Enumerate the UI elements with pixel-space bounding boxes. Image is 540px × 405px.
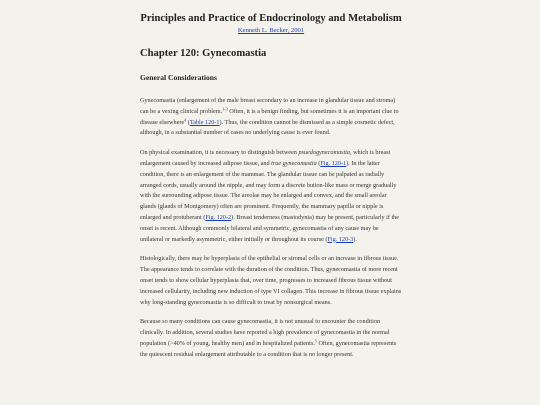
paragraph-text: ). Breast tenderness (mastodynia) may be present, particularly if the onset is recent. Although commonly bilateral and symmetric, gynecomastia of any cause may be unilateral or markedly asymmetric, either initially or throughout its course ( [140,213,400,243]
paragraph-1 [140,96,402,139]
paragraph-text: ). In the latter condition, there is an enlargement of the mammae. The glandular tissue can be palpated as radially arranged cords, usually around the nipple, and may form a discrete button-like mass or merge gradually with the surrounding adipose tissue. The areolae may be enlarged and convex, and the small areolar glands (glands of Montgomery) often are prominent. Frequently, the mammary papilla or nipple is enlarged and protuberant ( [140,159,397,221]
author-link[interactable]: Kenneth L. Becker, 2001 [237,27,305,34]
figure-link[interactable]: Fig. 120-2 [205,213,232,221]
emphasis-term: true gynecomastia [271,159,317,167]
paragraph-text: Often, gynecomastia represents the quiescent residual enlargement attributable to a condition that is no longer present. [140,339,397,358]
paragraph-3: Histologically, there may be hyperplasia of the epithelial or stromal cells or an increase in fibrous tissue. The appearance tends to correlate with the duration of the condition. Thus, gynecomastia of more recent onset tends to show cellular hyperplasia that, over time, progresses to increased fibrous tissue without increased cellularity, including new induction of type VI collagen. This increase in fibrous tissue explains why long-standing gynecomastia is so difficult to treat by nonsurgical means. [140,255,402,306]
paragraph-text: ). Thus, the condition cannot be dismissed as a simple cosmetic defect, although, in a substantial number of cases no underlying cause is ever found. [140,118,395,137]
paragraph-text: , which is breast enlargement caused by increased adipose tissue, and [140,149,391,167]
paragraph-text: On physical examination, it is necessary to distinguish between [140,149,299,157]
paragraph-2 [140,148,402,245]
paragraph-text: ( [316,159,321,167]
citation-superscript: 4 [184,117,187,123]
table-link[interactable]: Table 120-1 [189,118,220,126]
chapter-title: Chapter 120: Gynecomastia [140,48,267,59]
paragraph-4 [140,317,402,360]
citation-superscript: 5 [314,338,317,344]
paragraph-text: ). [353,235,357,243]
emphasis-term: psuedogynecomastia [298,149,350,157]
paragraph-text: Gynecomastia (enlargement of the male breast secondary to an increase in glandular tissue and stroma) can be a vexing clinical problem. [140,97,396,115]
paragraph-text: ( [186,118,190,126]
section-heading: General Considerations [140,73,217,82]
paragraph-text: Often, it is a benign finding, but sometimes it is an important clue to disease elsewhere [140,107,399,126]
paragraph-text: Because so many conditions can cause gynecomastia, it is not unusual to encounter the condition clinically. In addition, several studies have reported a high prevalence of gynecomastia in the normal population (>40% of young, healthy men) and in hospitalized patients. [140,318,390,347]
book-title: Principles and Practice of Endocrinology and Metabolism [140,13,402,24]
figure-link[interactable]: Fig. 120-3 [327,235,354,243]
figure-link[interactable]: Fig. 120-1 [320,159,347,167]
citation-superscript: 1-3 [222,106,228,112]
